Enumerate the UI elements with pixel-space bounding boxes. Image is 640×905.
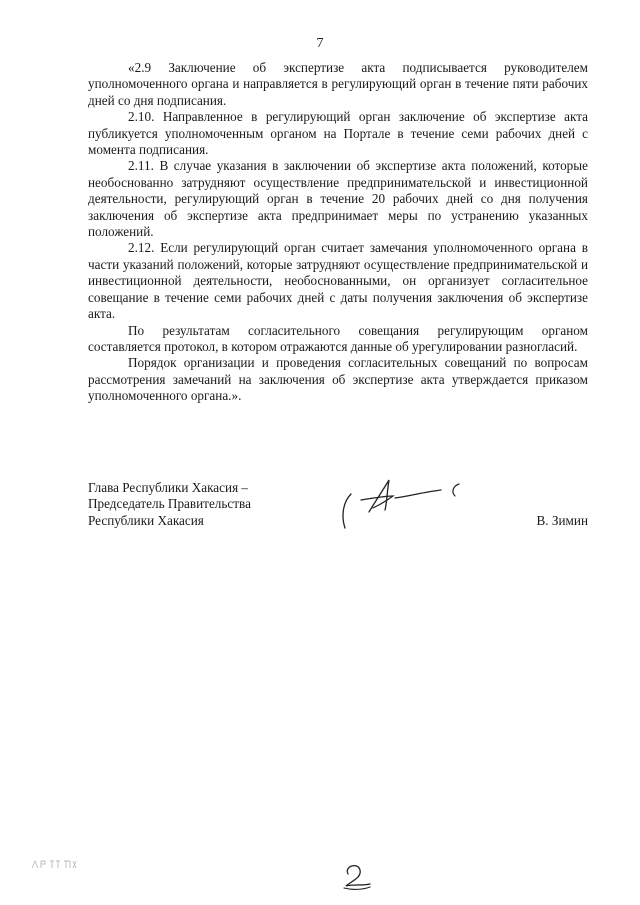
signatory-title-line: Глава Республики Хакасия – [88, 480, 249, 495]
footer-stamp-icon [30, 858, 78, 870]
handwritten-signature-icon [333, 472, 473, 534]
signatory-name: В. Зимин [536, 513, 588, 528]
signatory-title-line: Председатель Правительства [88, 496, 251, 512]
paragraph-2-11: 2.11. В случае указания в заключении об экспертизе акта положений, которые необоснованно затрудняют осуществление предпринимательской и инвестиционной деятельности, регулирующий орган в течение 20 рабочих дней со дня получения заключения об экспертизе акта предпринимает меры по устранению указанных положений. [88, 158, 588, 240]
signature-block [88, 480, 588, 540]
paragraph-protocol: По результатам согласительного совещания регулирующим органом составляется протокол, в котором отражаются данные об урегулировании разногласий. [88, 322, 588, 354]
paragraph-procedure: Порядок организации и проведения согласительных совещаний по вопросам рассмотрения замечаний на заключения об экспертизе акта утверждается приказом уполномоченного органа.». [88, 355, 588, 404]
paragraph-2-10: 2.10. Направленное в регулирующий орган заключение об экспертизе акта публикуется уполномоченным органом на Портале в течение семи рабочих дней с момента подписания. [88, 109, 588, 158]
signatory-title [88, 480, 348, 529]
paragraph-2-9: «2.9 Заключение об экспертизе акта подписывается руководителем уполномоченного органа и направляется в регулирующий орган в течение пяти рабочих дней со дня подписания. [88, 60, 588, 108]
page-number: 7 [316, 36, 324, 51]
paragraph-2-12: 2.12. Если регулирующий орган считает замечания уполномоченного органа в части указаний положений, которые затрудняют осуществление предпринимательской и инвестиционной деятельности, необоснованными, он организует согласительное совещание в течение семи рабочих дней с даты получения заключения об экспертизе акта. [88, 240, 588, 322]
signatory-title-line: Республики Хакасия [88, 512, 204, 528]
document-body [88, 60, 588, 405]
handwritten-mark-icon [340, 862, 374, 892]
